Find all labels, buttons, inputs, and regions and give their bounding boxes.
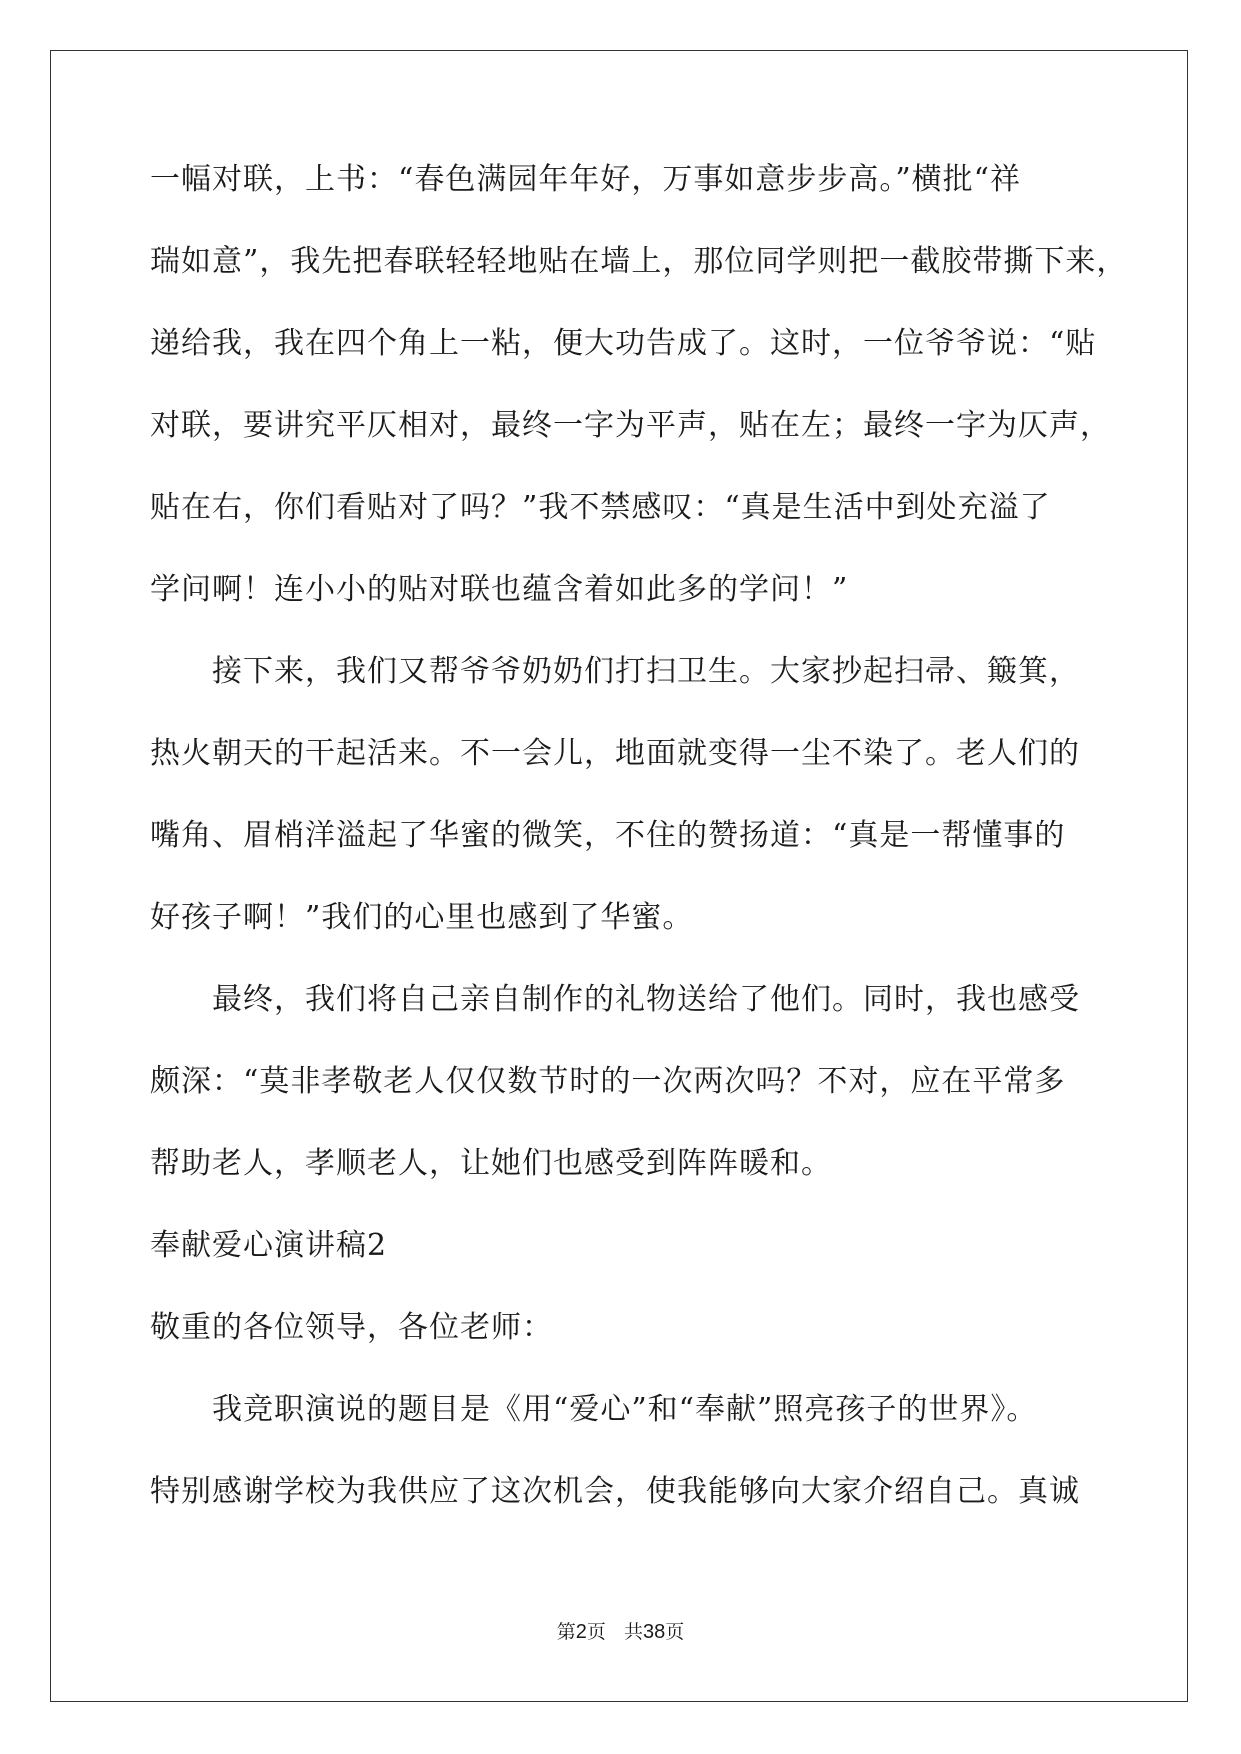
- text-line: 热火朝天的干起活来。不一会儿，地面就变得一尘不染了。老人们的: [150, 736, 1080, 771]
- page-suffix: 页: [586, 1621, 606, 1643]
- text-line: 一幅对联，上书：“春色满园年年好，万事如意步步高。”横批“祥: [150, 162, 1022, 197]
- text-line: 接下来，我们又帮爷爷奶奶们打扫卫生。大家抄起扫帚、簸箕，: [212, 654, 1080, 689]
- total-prefix: 共: [623, 1621, 643, 1643]
- text-line: 我竞职演说的题目是《用“爱心”和“奉献”照亮孩子的世界》。: [212, 1392, 1038, 1427]
- text-line: 颇深：“莫非孝敬老人仅仅数节时的一次两次吗？不对，应在平常多: [150, 1064, 1066, 1099]
- text-line: 帮助老人，孝顺老人，让她们也感受到阵阵暖和。: [150, 1146, 832, 1181]
- text-line: 对联，要讲究平仄相对，最终一字为平声，贴在左；最终一字为仄声，: [150, 408, 1111, 443]
- page-prefix: 第: [556, 1621, 576, 1643]
- document-body: [150, 160, 1128, 1554]
- text-line: 学问啊！连小小的贴对联也蕴含着如此多的学问！”: [150, 572, 849, 607]
- page-number: 2: [575, 1621, 587, 1643]
- text-line: 瑞如意”，我先把春联轻轻地贴在墙上，那位同学则把一截胶带撕下来，: [150, 244, 1128, 279]
- text-line: 递给我，我在四个角上一粘，便大功告成了。这时，一位爷爷说：“贴: [150, 326, 1097, 361]
- salutation: 敬重的各位领导，各位老师：: [150, 1310, 553, 1345]
- total-pages: 38: [642, 1621, 666, 1643]
- page-footer: [0, 1620, 1241, 1644]
- text-line: 贴在右，你们看贴对了吗？”我不禁感叹：“真是生活中到处充溢了: [150, 490, 1051, 525]
- text-line: 嘴角、眉梢洋溢起了华蜜的微笑，不住的赞扬道：“真是一帮懂事的: [150, 818, 1066, 853]
- text-line: 最终，我们将自己亲自制作的礼物送给了他们。同时，我也感受: [212, 982, 1080, 1017]
- text-line: 好孩子啊！”我们的心里也感到了华蜜。: [150, 900, 694, 935]
- text-line: 特别感谢学校为我供应了这次机会，使我能够向大家介绍自己。真诚: [150, 1474, 1080, 1509]
- section-title: 奉献爱心演讲稿2: [150, 1228, 388, 1263]
- total-suffix: 页: [665, 1621, 685, 1643]
